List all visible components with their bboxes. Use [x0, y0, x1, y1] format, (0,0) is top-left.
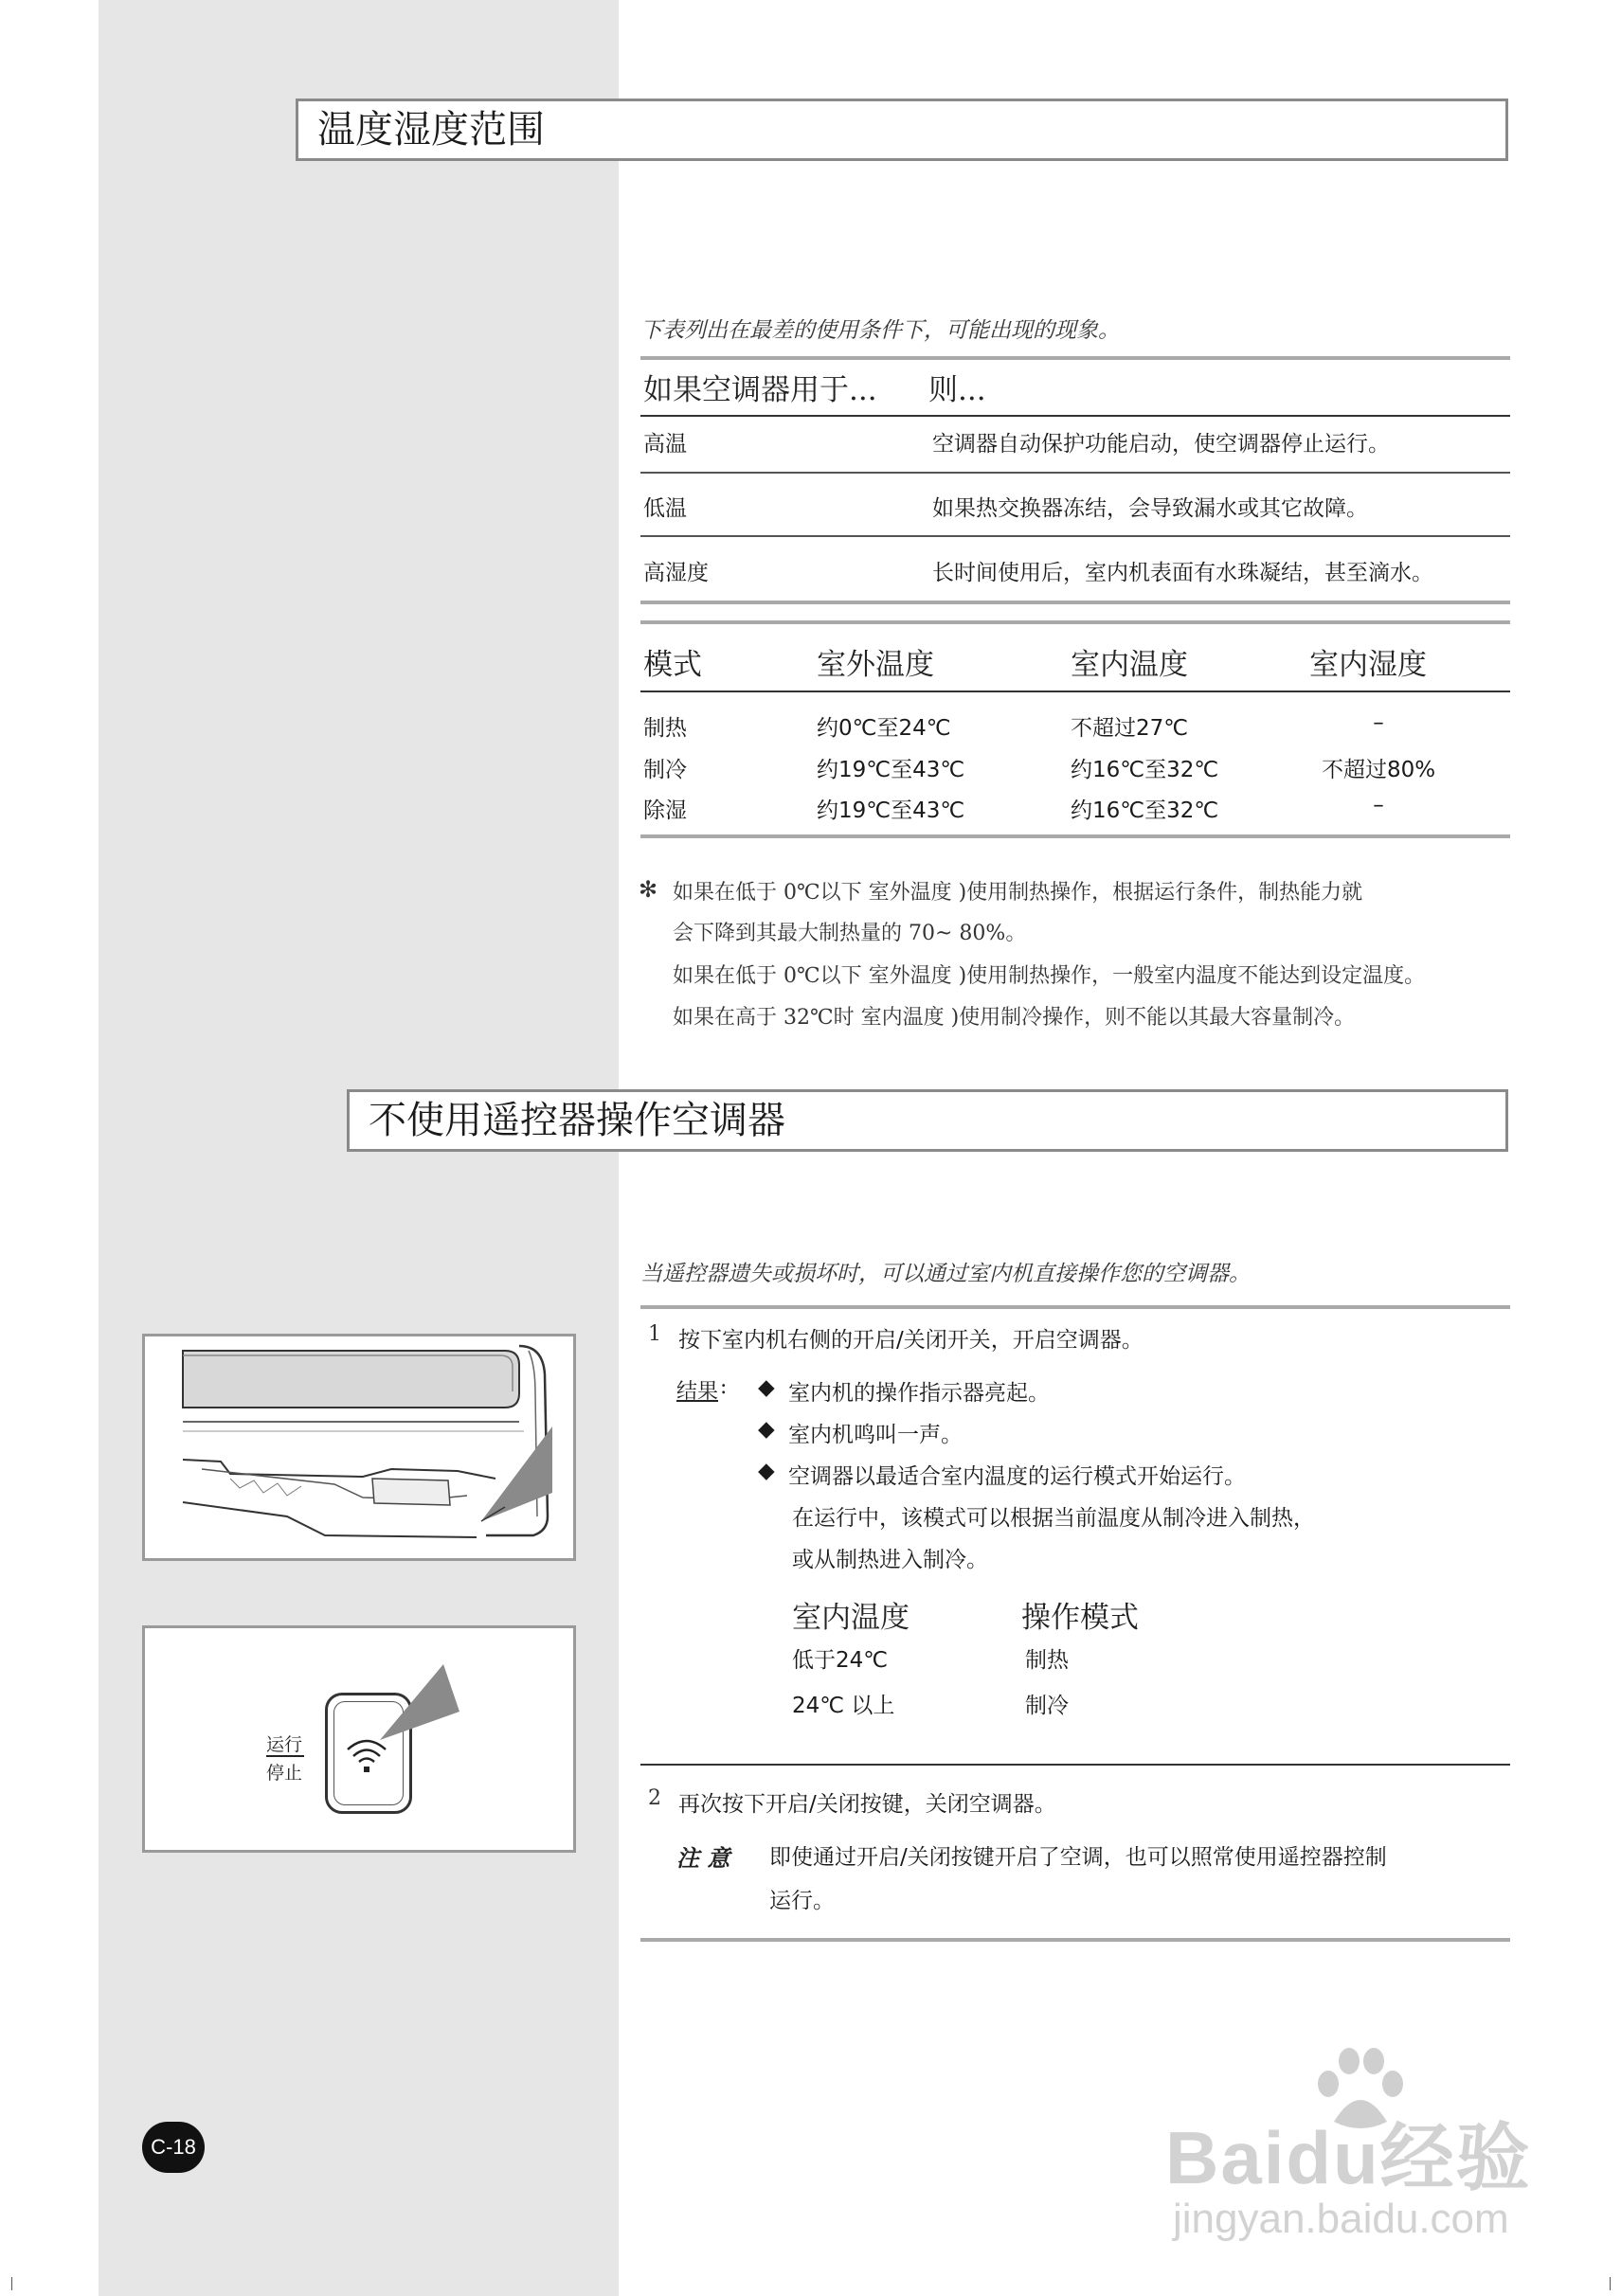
table-rule: [640, 415, 1510, 417]
note-line: 会下降到其最大制热量的 70~ 80%。: [673, 922, 1027, 945]
mode-cell: 制热: [1025, 1648, 1069, 1673]
mode-cell: 制冷: [1025, 1694, 1069, 1718]
table-rule: [640, 620, 1510, 624]
result-continuation: 或从制热进入制冷。: [792, 1548, 988, 1572]
note-line: 即使通过开启/关闭按键开启了空调，也可以照常使用遥控器控制: [769, 1845, 1387, 1870]
result-colon: :: [720, 1375, 728, 1399]
result-continuation: 在运行中，该模式可以根据当前温度从制冷进入制热，: [792, 1506, 1315, 1531]
col-header-condition: 如果空调器用于...: [643, 373, 877, 407]
step-rule: [640, 1305, 1510, 1309]
pointer-arrow-icon: [380, 1664, 459, 1740]
crop-mark: [1610, 2277, 1611, 2290]
col-header-indoor-temp: 室内温度: [792, 1601, 910, 1635]
table-rule: [640, 691, 1510, 692]
indoor-temp-cell: 约16℃至32℃: [1071, 758, 1219, 782]
result-item: 空调器以最适合室内温度的运行模式开始运行。: [788, 1464, 1246, 1489]
condition-cell: 低温: [643, 496, 687, 521]
col-header-result: 则...: [928, 373, 986, 407]
table-rule: [640, 601, 1510, 604]
result-cell: 空调器自动保护功能启动，使空调器停止运行。: [932, 432, 1390, 457]
note-line: 运行。: [769, 1889, 835, 1913]
indoor-temp-cell: 24℃ 以上: [792, 1694, 895, 1718]
mode-cell: 除湿: [643, 798, 687, 823]
indoor-humidity-cell: 不超过80%: [1321, 758, 1436, 782]
table-rule: [640, 472, 1510, 474]
result-label: 结果: [676, 1380, 719, 1404]
outdoor-temp-cell: 约19℃至43℃: [817, 758, 965, 782]
crop-mark: [11, 2277, 12, 2290]
mode-cell: 制热: [643, 716, 687, 741]
power-button-illustration: [142, 1625, 576, 1853]
outdoor-temp-cell: 约0℃至24℃: [817, 716, 951, 741]
col-header-mode: 模式: [643, 648, 702, 682]
indoor-unit-illustration: [142, 1334, 576, 1561]
result-item: 室内机鸣叫一声。: [788, 1423, 963, 1447]
condition-cell: 高温: [643, 432, 687, 457]
section-title-manual-operation: 不使用遥控器操作空调器: [347, 1089, 1508, 1152]
section-title-temp-humidity: 温度湿度范围: [296, 99, 1508, 161]
note-line: 如果在低于 0℃以下 室外温度 )使用制热操作，一般室内温度不能达到设定温度。: [673, 964, 1426, 988]
indoor-humidity-cell: –: [1373, 793, 1384, 817]
step-rule: [640, 1764, 1510, 1766]
step-text: 再次按下开启/关闭按键，关闭空调器。: [678, 1792, 1056, 1817]
bullet-icon: ◆: [758, 1417, 775, 1442]
indoor-temp-cell: 低于24℃: [792, 1648, 889, 1673]
result-cell: 如果热交换器冻结，会导致漏水或其它故障。: [932, 496, 1368, 521]
col-header-outdoor-temp: 室外温度: [817, 648, 934, 682]
step-text: 按下室内机右侧的开启/关闭开关，开启空调器。: [678, 1328, 1144, 1353]
note-line: 如果在高于 32℃时 室内温度 )使用制冷操作，则不能以其最大容量制冷。: [673, 1006, 1356, 1030]
indoor-humidity-cell: –: [1373, 710, 1384, 735]
table-rule: [640, 535, 1510, 537]
page-number-badge: C-18: [142, 2122, 205, 2173]
watermark-brand: Baidu经验: [1165, 2116, 1532, 2199]
section1-intro: 下表列出在最差的使用条件下，可能出现的现象。: [640, 318, 1120, 343]
step-number: 2: [648, 1786, 661, 1810]
asterisk-mark: ✻: [639, 876, 658, 903]
note-line: 如果在低于 0℃以下 室外温度 )使用制热操作，根据运行条件，制热能力就: [673, 881, 1363, 905]
indoor-temp-cell: 约16℃至32℃: [1071, 798, 1219, 823]
bullet-icon: ◆: [758, 1375, 775, 1400]
note-label: 注 意: [676, 1844, 730, 1872]
section2-intro: 当遥控器遗失或损坏时，可以通过室内机直接操作您的空调器。: [640, 1262, 1251, 1286]
result-cell: 长时间使用后，室内机表面有水珠凝结，甚至滴水。: [932, 561, 1433, 585]
col-header-operation-mode: 操作模式: [1021, 1601, 1139, 1635]
button-label-run: 运行: [266, 1734, 303, 1755]
table-rule: [640, 356, 1510, 360]
watermark-url: jingyan.baidu.com: [1173, 2196, 1509, 2242]
bullet-icon: ◆: [758, 1459, 775, 1483]
pointer-arrow-icon: [481, 1426, 552, 1521]
outdoor-temp-cell: 约19℃至43℃: [817, 798, 965, 823]
condition-cell: 高湿度: [643, 561, 709, 585]
wifi-signal-icon: [348, 1741, 386, 1772]
indoor-temp-cell: 不超过27℃: [1071, 716, 1189, 741]
button-label-stop: 停止: [266, 1763, 303, 1784]
step-number: 1: [648, 1322, 661, 1346]
col-header-indoor-humidity: 室内湿度: [1309, 648, 1427, 682]
indoor-unit-drawing: [145, 1336, 573, 1558]
col-header-indoor-temp: 室内温度: [1071, 648, 1188, 682]
result-item: 室内机的操作指示器亮起。: [788, 1381, 1050, 1406]
mode-cell: 制冷: [643, 758, 687, 782]
table-rule: [640, 834, 1510, 838]
step-rule: [640, 1938, 1510, 1942]
